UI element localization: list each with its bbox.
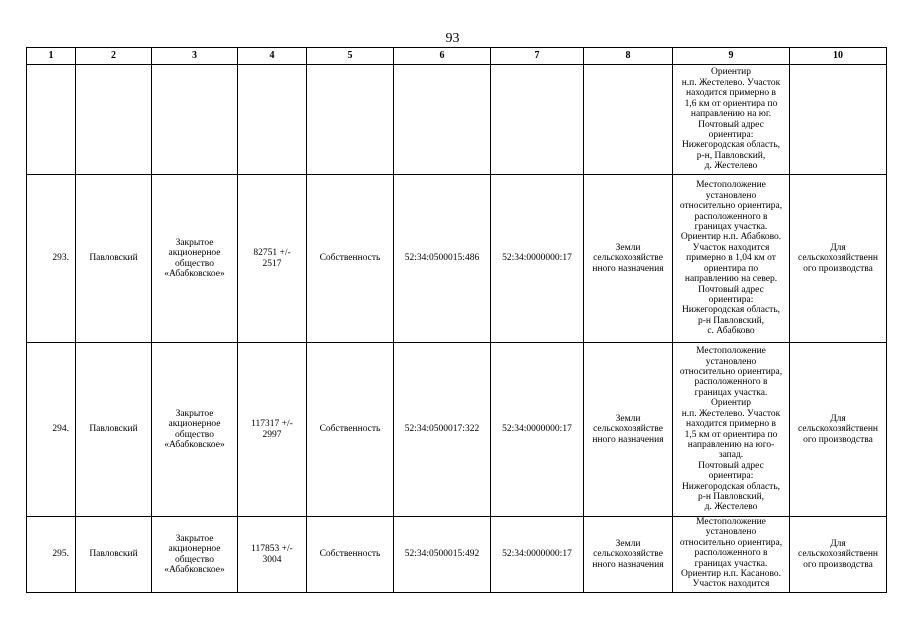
cell-line: Земли <box>615 538 641 549</box>
land-registry-table <box>26 47 887 593</box>
cell-line: ориентира: <box>708 129 754 140</box>
cell-line: Участок находится <box>692 242 770 253</box>
cell-line: общество <box>175 554 214 565</box>
right-cell: Собственность <box>307 175 394 343</box>
cell-line: «Абабковское» <box>164 268 225 279</box>
column-header: 8 <box>584 48 673 65</box>
cell-line: ориентира по <box>703 263 759 274</box>
cell-line: Закрытое <box>175 408 214 419</box>
cell-line: Ориентир н.п. Касаново. <box>680 569 781 580</box>
area-cell <box>238 517 307 593</box>
empty-cell <box>790 65 887 175</box>
cell-line: сельскохозяйственн <box>797 549 878 560</box>
column-header: 3 <box>152 48 238 65</box>
cell-line: 82751 +/- <box>253 248 291 259</box>
cell-line: находится примерно в <box>686 88 776 99</box>
empty-cell <box>307 65 394 175</box>
cell-line: направлению на юго- <box>687 439 775 450</box>
cell-line: Ориентир <box>711 67 751 78</box>
cell-line: Для <box>830 413 846 424</box>
cadastral-number-cell: 52:34:0500015:492 <box>394 517 491 593</box>
column-header: 5 <box>307 48 394 65</box>
location-cell <box>673 343 790 517</box>
row-number: 294. <box>27 343 76 517</box>
cell-line: направлению на север. <box>684 274 778 285</box>
continuation-row <box>27 65 887 175</box>
cell-line: Местоположение <box>696 180 766 191</box>
cell-line: ориентира: <box>708 294 754 305</box>
column-header: 9 <box>673 48 790 65</box>
cell-line: 2997 <box>262 429 282 440</box>
cell-line: Ориентир <box>711 398 751 409</box>
cell-line: нного назначения <box>592 559 664 570</box>
cell-line: запад. <box>718 450 744 461</box>
cell-line: р-н, Павловский, <box>696 150 766 161</box>
area-cell <box>238 343 307 517</box>
column-header: 10 <box>790 48 887 65</box>
cell-line: Нижегородская область, <box>681 481 781 492</box>
column-header: 1 <box>27 48 76 65</box>
cell-line: Местоположение <box>696 346 766 357</box>
row-number: 293. <box>27 175 76 343</box>
cell-line: расположенного в <box>694 548 768 559</box>
cell-line: Участок находится <box>692 579 770 590</box>
cell-line: д. Жестелево <box>704 502 758 513</box>
category-cell <box>584 343 673 517</box>
empty-cell <box>27 65 76 175</box>
cell-line: Почтовый адрес <box>698 284 764 295</box>
location-cell <box>673 65 790 175</box>
cell-line: ориентира: <box>708 471 754 482</box>
cell-line: ого производства <box>803 263 873 274</box>
page-number: 93 <box>445 31 460 46</box>
table-row <box>27 343 887 517</box>
empty-cell <box>238 65 307 175</box>
table-row <box>27 517 887 593</box>
land-use-cell <box>790 517 887 593</box>
cell-line: относительно ориентира, <box>679 367 783 378</box>
cell-line: границах участка. <box>694 558 768 569</box>
cell-line: Ориентир н.п. Абабково. <box>680 232 782 243</box>
cell-line: 2517 <box>262 258 282 269</box>
cell-line: Нижегородская область, <box>681 305 781 316</box>
cell-line: сельскохозяйстве <box>593 424 663 435</box>
cell-line: сельскохозяйственн <box>797 253 878 264</box>
empty-cell <box>394 65 491 175</box>
cell-line: Почтовый адрес <box>698 460 764 471</box>
cell-line: находится примерно в <box>686 419 776 430</box>
land-use-cell <box>790 175 887 343</box>
cell-line: Закрытое <box>175 533 214 544</box>
cell-line: нного назначения <box>592 263 664 274</box>
cell-line: границах участка. <box>694 222 768 233</box>
category-cell <box>584 175 673 343</box>
district-cell: Павловский <box>76 517 152 593</box>
cell-line: «Абабковское» <box>164 564 225 575</box>
location-cell <box>673 175 790 343</box>
empty-cell <box>152 65 238 175</box>
cell-line: Местоположение <box>696 517 766 527</box>
area-cell <box>238 175 307 343</box>
cell-line: Для <box>830 538 846 549</box>
column-header: 4 <box>238 48 307 65</box>
cell-line: 1,6 км от ориентира по <box>684 98 778 109</box>
cell-line: Для <box>830 242 846 253</box>
column-header: 2 <box>76 48 152 65</box>
right-cell: Собственность <box>307 517 394 593</box>
cell-line: границах участка. <box>694 387 768 398</box>
cell-line: установлено <box>705 356 757 367</box>
cell-line: н.п. Жестелево. Участок <box>681 408 781 419</box>
cell-line: примерно в 1,04 км от <box>686 253 776 264</box>
cell-line: нного назначения <box>592 434 664 445</box>
owner-cell <box>152 517 238 593</box>
column-header: 7 <box>491 48 584 65</box>
cell-line: установлено <box>705 190 757 201</box>
cell-line: сельскохозяйственн <box>797 424 878 435</box>
cell-line: «Абабковское» <box>164 439 225 450</box>
land-use-cell <box>790 343 887 517</box>
cell-line: 3004 <box>262 554 282 565</box>
empty-cell <box>584 65 673 175</box>
cell-line: относительно ориентира, <box>679 201 783 212</box>
header-row <box>27 48 887 65</box>
parent-number-cell: 52:34:0000000:17 <box>491 175 584 343</box>
cell-line: н.п. Жестелево. Участок <box>681 77 781 88</box>
cell-line: 117853 +/- <box>251 544 293 555</box>
cell-line: р-н Павловский, <box>697 491 765 502</box>
cell-line: направлению на юг. <box>690 109 772 120</box>
row-number: 295. <box>27 517 76 593</box>
cell-line: Почтовый адрес <box>698 119 764 130</box>
cell-line: акционерное <box>168 248 221 259</box>
column-header: 6 <box>394 48 491 65</box>
cadastral-number-cell: 52:34:0500015:486 <box>394 175 491 343</box>
cell-line: сельскохозяйстве <box>593 549 663 560</box>
cell-line: Земли <box>615 242 641 253</box>
cell-line: с. Абабково <box>707 326 755 337</box>
cell-line: 117317 +/- <box>251 419 293 430</box>
owner-cell <box>152 175 238 343</box>
cell-line: ого производства <box>803 559 873 570</box>
parent-number-cell: 52:34:0000000:17 <box>491 517 584 593</box>
cadastral-number-cell: 52:34:0500017:322 <box>394 343 491 517</box>
district-cell: Павловский <box>76 343 152 517</box>
owner-cell <box>152 343 238 517</box>
location-cell <box>673 517 790 593</box>
cell-line: общество <box>175 429 214 440</box>
empty-cell <box>491 65 584 175</box>
cell-line: акционерное <box>168 419 221 430</box>
cell-line: акционерное <box>168 544 221 555</box>
cell-line: расположенного в <box>694 211 768 222</box>
empty-cell <box>76 65 152 175</box>
table-row <box>27 175 887 343</box>
cell-line: Нижегородская область, <box>681 140 781 151</box>
cell-line: р-н Павловский, <box>697 315 765 326</box>
cell-line: расположенного в <box>694 377 768 388</box>
cell-line: 1,5 км от ориентира по <box>684 429 778 440</box>
cell-line: относительно ориентира, <box>679 537 783 548</box>
district-cell: Павловский <box>76 175 152 343</box>
cell-line: д. Жестелево <box>704 161 758 172</box>
cell-line: общество <box>175 258 214 269</box>
right-cell: Собственность <box>307 343 394 517</box>
cell-line: установлено <box>705 527 757 538</box>
cell-line: Земли <box>615 413 641 424</box>
category-cell <box>584 517 673 593</box>
parent-number-cell: 52:34:0000000:17 <box>491 343 584 517</box>
cell-line: ого производства <box>803 434 873 445</box>
cell-line: Закрытое <box>175 237 214 248</box>
cell-line: сельскохозяйстве <box>593 253 663 264</box>
